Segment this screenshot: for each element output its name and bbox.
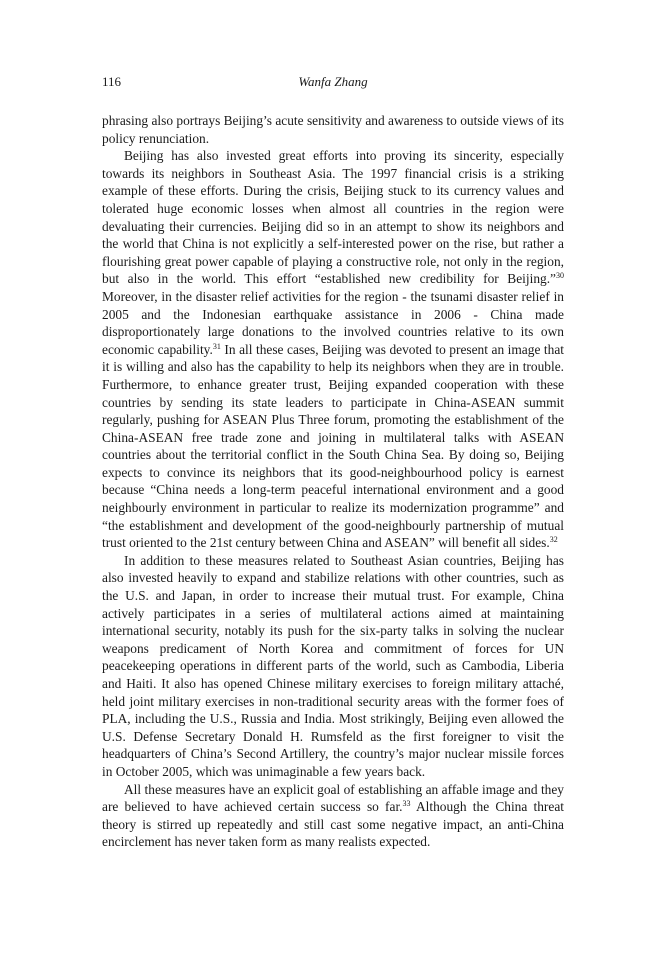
paragraph-text: Beijing has also invested great efforts into proving its sincerity, especially towards its neighbors in Southeast Asia. The 1997 financial crisis is a striking example of these efforts. During the crisis, Beijing stuck to its currency values and tolerated huge economic losses when almost all countries in the region were devaluating their currencies. Beijing did so in an attempt to show its neighbors and the world that China is not explicitly a self-interested power on the rise, but rather a flourishing great power capable of playing a constructive role, not only in the region, but also in the world. This effort “established new credibility for Beijing.” xyxy=(102,148,564,287)
paragraph-text: In addition to these measures related to Southeast Asian countries, Beijing has also invested heavily to expand and stabilize relations with other countries, such as the U.S. and Japan, in order to increase their mutual trust. For example, China actively participates in a series of multilateral actions aimed at maintaining international security, notably its push for the six-party talks in solving the nuclear weapons predicament of North Korea and commitment of forces for UN peacekeeping operations in different parts of the world, such as Cambodia, Liberia and Haiti. It also has opened Chinese military exercises to foreign military attaché, held joint military exercises in non-traditional security areas with the former foes of PLA, including the U.S., Russia and India. Most strikingly, Beijing even allowed the U.S. Defense Secretary Donald H. Rumsfeld as the first foreigner to visit the headquarters of China’s Second Artillery, the country’s major nuclear missile forces in October 2005, which was unimaginable a few years back. xyxy=(102,552,564,779)
page-header xyxy=(102,72,564,94)
body-text xyxy=(102,112,564,851)
paragraph xyxy=(102,147,564,552)
footnote-reference: 31 xyxy=(212,341,221,351)
paragraph-text: Moreover, in the disaster relief activities for the region - the tsunami disaster relief in 2005 and the Indonesian earthquake assistance in 2006 - China made disproportionately large donations to the involved countries relative to its own economic capability. xyxy=(102,288,564,357)
paragraph xyxy=(102,781,564,851)
running-head-author: Wanfa Zhang xyxy=(298,74,368,89)
footnote-reference: 32 xyxy=(549,535,558,545)
paragraph xyxy=(102,552,564,781)
footnote-reference: 33 xyxy=(402,799,411,809)
paragraph-text: In all these cases, Beijing was devoted to present an image that it is willing and also has the capability to help its neighbors when they are in trouble. Furthermore, to enhance greater trust, Beijing expanded cooperation with these countries by sending its state leaders to participate in China-ASEAN summit regularly, pushing for ASEAN Plus Three forum, promoting the establishment of the China-ASEAN free trade zone and joining in multilateral talks with ASEAN countries about the territorial conflict in the South China Sea. By doing so, Beijing expects to convince its neighbors that its good-neighbourhood policy is earnest because “China needs a long-term peaceful international environment and a good neighbourly environment in particular to realize its modernization programme” and “the establishment and development of the good-neighbourly partnership of mutual trust oriented to the 21st century between China and ASEAN” will benefit all sides. xyxy=(102,341,564,551)
page-number: 116 xyxy=(102,74,122,89)
footnote-reference: 30 xyxy=(556,271,564,281)
book-page xyxy=(102,72,564,851)
paragraph-text: Although the China threat theory is stirred up repeatedly and still cast some negative impact, an anti-China encirclement has never taken form as many realists expected. xyxy=(102,799,564,850)
paragraph-text: All these measures have an explicit goal of establishing an affable image and they are believed to have achieved certain success so far. xyxy=(102,781,564,815)
paragraph xyxy=(102,112,564,147)
paragraph-text: phrasing also portrays Beijing’s acute sensitivity and awareness to outside views of its policy renunciation. xyxy=(102,113,564,146)
